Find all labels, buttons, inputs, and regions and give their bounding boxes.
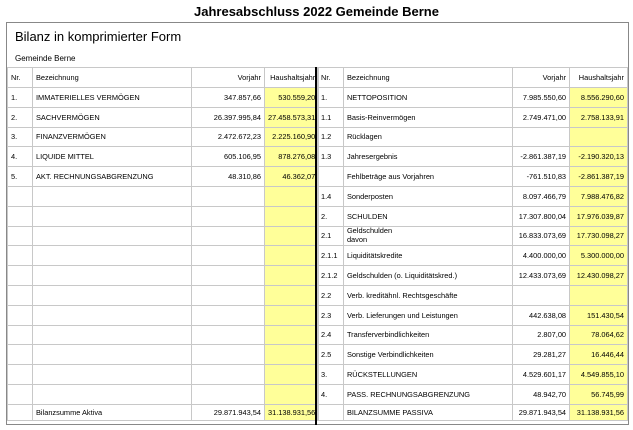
table-row: [318, 147, 628, 167]
header-nr: Nr.: [318, 68, 344, 88]
row-nr: [8, 285, 33, 305]
row-haushaltsjahr: 530.559,20: [265, 88, 319, 108]
row-haushaltsjahr: 46.362,07: [265, 167, 319, 187]
row-bezeichnung: [33, 266, 192, 286]
row-bezeichnung: [33, 246, 192, 266]
table-row: [318, 345, 628, 365]
table-row: [8, 147, 319, 167]
row-nr: [8, 206, 33, 226]
row-vorjahr: 605.106,95: [192, 147, 265, 167]
row-haushaltsjahr: -2.861.387,19: [570, 167, 628, 187]
table-row: [318, 325, 628, 345]
table-row: [8, 345, 319, 365]
table-header-row: [318, 68, 628, 88]
row-bezeichnung: SCHULDEN: [343, 206, 512, 226]
row-haushaltsjahr: -2.190.320,13: [570, 147, 628, 167]
row-nr: 3.: [8, 127, 33, 147]
row-bezeichnung: [33, 186, 192, 206]
table-row: [318, 266, 628, 286]
row-bezeichnung: PASS. RECHNUNGSABGRENZUNG: [343, 384, 512, 404]
header-nr: Nr.: [8, 68, 33, 88]
row-haushaltsjahr: [265, 325, 319, 345]
row-nr: 1.3: [318, 147, 344, 167]
row-vorjahr: 7.985.550,60: [513, 88, 570, 108]
municipality-label: Gemeinde Berne: [15, 54, 76, 63]
row-vorjahr: [192, 325, 265, 345]
row-nr: [8, 186, 33, 206]
document-title: Jahresabschluss 2022 Gemeinde Berne: [194, 4, 439, 19]
row-bezeichnung: [33, 325, 192, 345]
row-nr: 4.: [318, 384, 344, 404]
row-vorjahr: [513, 127, 570, 147]
total-vorjahr: 29.871.943,54: [513, 404, 570, 420]
row-haushaltsjahr: 16.446,44: [570, 345, 628, 365]
row-haushaltsjahr: [265, 384, 319, 404]
row-haushaltsjahr: 8.556.290,60: [570, 88, 628, 108]
total-row-aktiva: [8, 404, 319, 420]
total-nr: [318, 404, 344, 420]
row-bezeichnung: AKT. RECHNUNGSABGRENZUNG: [33, 167, 192, 187]
row-nr: [8, 365, 33, 385]
header-haushaltsjahr: Haushaltsjahr: [570, 68, 628, 88]
balance-sheet-panel: [6, 22, 629, 425]
row-bezeichnung: Geldschulden (o. Liquiditätskred.): [343, 266, 512, 286]
row-bezeichnung: Rücklagen: [343, 127, 512, 147]
table-row: [8, 127, 319, 147]
row-bezeichnung-note: davon: [346, 234, 368, 244]
row-bezeichnung: NETTOPOSITION: [343, 88, 512, 108]
header-bezeichnung: Bezeichnung: [343, 68, 512, 88]
row-haushaltsjahr: 17.976.039,87: [570, 206, 628, 226]
row-nr: [8, 226, 33, 246]
row-haushaltsjahr: [265, 206, 319, 226]
row-vorjahr: 12.433.073,69: [513, 266, 570, 286]
row-nr: 1.: [8, 88, 33, 108]
row-haushaltsjahr: [265, 226, 319, 246]
row-bezeichnung: Verb. Lieferungen und Leistungen: [343, 305, 512, 325]
row-haushaltsjahr: 12.430.098,27: [570, 266, 628, 286]
table-row: [8, 266, 319, 286]
row-bezeichnung: [33, 206, 192, 226]
row-nr: 2.2: [318, 285, 344, 305]
row-vorjahr: 4.400.000,00: [513, 246, 570, 266]
row-nr: 2.4: [318, 325, 344, 345]
row-haushaltsjahr: [570, 127, 628, 147]
row-haushaltsjahr: 7.988.476,82: [570, 186, 628, 206]
row-haushaltsjahr: [265, 266, 319, 286]
row-bezeichnung-line: Geldschulden: [346, 226, 393, 236]
row-bezeichnung: IMMATERIELLES VERMÖGEN: [33, 88, 192, 108]
row-haushaltsjahr: 17.730.098,27: [570, 226, 628, 246]
row-nr: 3.: [318, 365, 344, 385]
table-row: [318, 167, 628, 187]
row-haushaltsjahr: 2.758.133,91: [570, 107, 628, 127]
row-vorjahr: 2.749.471,00: [513, 107, 570, 127]
row-bezeichnung: SACHVERMÖGEN: [33, 107, 192, 127]
header-bezeichnung: Bezeichnung: [33, 68, 192, 88]
total-nr: [8, 404, 33, 420]
table-row: [8, 246, 319, 266]
header-haushaltsjahr: Haushaltsjahr: [265, 68, 319, 88]
row-nr: [8, 325, 33, 345]
row-haushaltsjahr: [265, 345, 319, 365]
row-vorjahr: [513, 285, 570, 305]
table-row: [8, 305, 319, 325]
table-row: [318, 365, 628, 385]
row-haushaltsjahr: 2.225.160,90: [265, 127, 319, 147]
row-bezeichnung: [33, 365, 192, 385]
row-vorjahr: 48.310,86: [192, 167, 265, 187]
table-row: [318, 384, 628, 404]
row-nr: 2.1: [318, 226, 344, 246]
total-label: BILANZSUMME PASSIVA: [343, 404, 512, 420]
table-row: [318, 206, 628, 226]
row-vorjahr: 442.638,08: [513, 305, 570, 325]
table-row: [318, 285, 628, 305]
row-nr: [8, 305, 33, 325]
table-row: [8, 88, 319, 108]
row-bezeichnung: Sonstige Verbindlichkeiten: [343, 345, 512, 365]
table-row: [8, 226, 319, 246]
row-vorjahr: -2.861.387,19: [513, 147, 570, 167]
row-vorjahr: 17.307.800,04: [513, 206, 570, 226]
total-haushaltsjahr: 31.138.931,56: [265, 404, 319, 420]
row-nr: 2.3: [318, 305, 344, 325]
row-haushaltsjahr: 878.276,08: [265, 147, 319, 167]
table-row: [8, 384, 319, 404]
row-nr: 1.1: [318, 107, 344, 127]
row-haushaltsjahr: 151.430,54: [570, 305, 628, 325]
row-haushaltsjahr: 78.064,62: [570, 325, 628, 345]
row-bezeichnung: Fehlbeträge aus Vorjahren: [343, 167, 512, 187]
row-haushaltsjahr: [265, 285, 319, 305]
row-nr: [8, 345, 33, 365]
table-row: [8, 325, 319, 345]
row-vorjahr: 347.857,66: [192, 88, 265, 108]
table-row: [318, 186, 628, 206]
table-header-row: [8, 68, 319, 88]
row-bezeichnung: LIQUIDE MITTEL: [33, 147, 192, 167]
row-nr: 4.: [8, 147, 33, 167]
row-bezeichnung: Verb. kreditähnl. Rechtsgeschäfte: [343, 285, 512, 305]
row-nr: [318, 167, 344, 187]
row-bezeichnung: Jahresergebnis: [343, 147, 512, 167]
total-row-passiva: [318, 404, 628, 420]
row-vorjahr: [192, 384, 265, 404]
row-vorjahr: 8.097.466,79: [513, 186, 570, 206]
row-haushaltsjahr: 5.300.000,00: [570, 246, 628, 266]
row-bezeichnung: Transferverbindlichkeiten: [343, 325, 512, 345]
row-nr: 5.: [8, 167, 33, 187]
row-bezeichnung: [343, 226, 512, 246]
total-label: Bilanzsumme Aktiva: [33, 404, 192, 420]
row-haushaltsjahr: [265, 305, 319, 325]
row-vorjahr: 2.807,00: [513, 325, 570, 345]
row-vorjahr: 29.281,27: [513, 345, 570, 365]
row-vorjahr: [192, 266, 265, 286]
row-vorjahr: [192, 186, 265, 206]
header-vorjahr: Vorjahr: [513, 68, 570, 88]
row-bezeichnung: RÜCKSTELLUNGEN: [343, 365, 512, 385]
row-nr: 2.1.2: [318, 266, 344, 286]
row-vorjahr: [192, 285, 265, 305]
table-row: [318, 88, 628, 108]
row-nr: 2.1.1: [318, 246, 344, 266]
row-nr: [8, 384, 33, 404]
table-row: [8, 167, 319, 187]
row-vorjahr: -761.510,83: [513, 167, 570, 187]
row-bezeichnung: [33, 226, 192, 246]
row-bezeichnung: [33, 305, 192, 325]
row-bezeichnung: Liquiditätskredite: [343, 246, 512, 266]
row-haushaltsjahr: 4.549.855,10: [570, 365, 628, 385]
row-vorjahr: [192, 365, 265, 385]
table-row: [8, 365, 319, 385]
passiva-table: [317, 67, 628, 421]
row-nr: [8, 266, 33, 286]
row-vorjahr: [192, 345, 265, 365]
row-bezeichnung: Basis-Reinvermögen: [343, 107, 512, 127]
table-row: [8, 285, 319, 305]
row-bezeichnung: [33, 345, 192, 365]
row-haushaltsjahr: [265, 246, 319, 266]
row-haushaltsjahr: 27.458.573,31: [265, 107, 319, 127]
row-vorjahr: [192, 206, 265, 226]
table-row: [8, 186, 319, 206]
table-row: [318, 246, 628, 266]
table-row: [8, 107, 319, 127]
row-haushaltsjahr: [265, 186, 319, 206]
total-vorjahr: 29.871.943,54: [192, 404, 265, 420]
row-vorjahr: 48.942,70: [513, 384, 570, 404]
row-nr: [8, 246, 33, 266]
row-nr: 1.2: [318, 127, 344, 147]
row-haushaltsjahr: 56.745,99: [570, 384, 628, 404]
row-vorjahr: 4.529.601,17: [513, 365, 570, 385]
table-row: [318, 127, 628, 147]
row-bezeichnung: [33, 285, 192, 305]
row-nr: 1.4: [318, 186, 344, 206]
header-vorjahr: Vorjahr: [192, 68, 265, 88]
table-row: [318, 305, 628, 325]
table-row: [318, 107, 628, 127]
row-vorjahr: [192, 226, 265, 246]
row-nr: 2.: [8, 107, 33, 127]
row-vorjahr: 16.833.073,69: [513, 226, 570, 246]
row-vorjahr: 2.472.672,23: [192, 127, 265, 147]
row-vorjahr: [192, 246, 265, 266]
row-nr: 1.: [318, 88, 344, 108]
row-vorjahr: [192, 305, 265, 325]
row-vorjahr: 26.397.995,84: [192, 107, 265, 127]
table-row: [318, 226, 628, 246]
balance-subtitle: Bilanz in komprimierter Form: [15, 29, 182, 44]
row-bezeichnung: Sonderposten: [343, 186, 512, 206]
row-bezeichnung: FINANZVERMÖGEN: [33, 127, 192, 147]
aktiva-table: [7, 67, 319, 421]
row-bezeichnung: [33, 384, 192, 404]
table-row: [8, 206, 319, 226]
row-haushaltsjahr: [265, 365, 319, 385]
total-haushaltsjahr: 31.138.931,56: [570, 404, 628, 420]
row-nr: 2.5: [318, 345, 344, 365]
row-haushaltsjahr: [570, 285, 628, 305]
row-nr: 2.: [318, 206, 344, 226]
